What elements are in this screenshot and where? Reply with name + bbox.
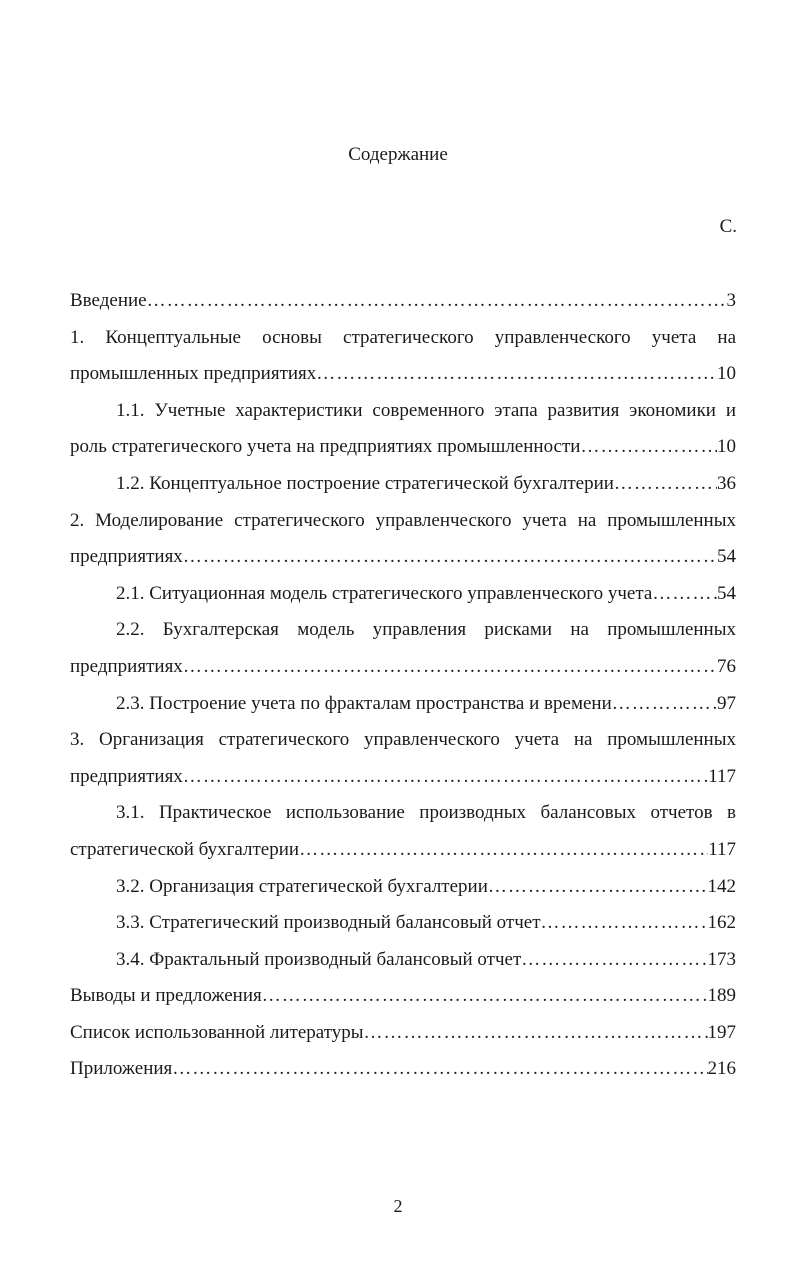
toc-entry-text: предприятиях [70, 546, 183, 568]
toc-entry-text: Введение [70, 290, 147, 311]
toc-entry-s1-line2 [70, 357, 736, 394]
toc-entry-s2-2-line1: 2.2. Бухгалтерская модель управления рисками на промышленных [116, 619, 736, 641]
toc-entry-text: предприятиях [70, 765, 183, 787]
toc-leader-dots [521, 943, 707, 977]
toc-entry-text: 2.3. Построение учета по фракталам пространства и времени [116, 692, 612, 714]
toc-entry-page: 173 [707, 948, 736, 970]
toc-leader-dots [172, 1052, 707, 1086]
toc-entry-page: 142 [707, 875, 736, 897]
toc-entry-conclusions [70, 979, 736, 1016]
toc-entry-s3-3 [70, 906, 736, 943]
toc-leader-dots [183, 540, 717, 574]
toc-leader-dots [364, 1016, 708, 1050]
toc-entry-text: 1.2. Концептуальное построение стратегической бухгалтерии [116, 472, 614, 494]
toc-entry-s2-1 [70, 577, 736, 614]
toc-entry-s3-line1: 3. Организация стратегического управленческого учета на промышленных [70, 729, 736, 751]
page-column-label: С. [719, 216, 737, 237]
toc-entry-page: 54 [717, 546, 736, 568]
toc-entry-page: 216 [707, 1058, 736, 1080]
toc-entry-page: 97 [717, 692, 736, 714]
toc-leader-dots [541, 906, 708, 940]
toc-entry-s2-2-line2 [70, 650, 736, 687]
toc-entry-s1-1-line2 [70, 430, 736, 467]
toc-entry-page: 54 [717, 582, 736, 604]
table-of-contents [70, 284, 736, 1089]
toc-entry-page: 117 [708, 838, 736, 860]
toc-entry-text: 3.2. Организация стратегической бухгалтерии [116, 875, 488, 897]
toc-entry-text: предприятиях [70, 655, 183, 677]
toc-leader-dots [183, 760, 708, 794]
toc-entry-s3-1-line2 [70, 833, 736, 870]
toc-entry-text: 3.3. Стратегический производный балансовый отчет [116, 912, 541, 934]
toc-entry-page: 10 [717, 363, 736, 385]
toc-leader-dots [488, 870, 708, 904]
toc-entry-page: 36 [717, 472, 736, 494]
toc-entry-text: стратегической бухгалтерии [70, 838, 300, 860]
toc-leader-dots [612, 687, 717, 721]
toc-entry-page: 197 [707, 1021, 736, 1043]
toc-leader-dots [652, 577, 717, 611]
toc-entry-page: 117 [708, 765, 736, 787]
toc-entry-page: 76 [717, 655, 736, 677]
toc-entry-text: промышленных предприятиях [70, 363, 317, 385]
toc-entry-intro [70, 284, 736, 321]
toc-leader-dots [614, 467, 717, 501]
toc-entry-s3-1-line1: 3.1. Практическое использование производных балансовых отчетов в [116, 802, 736, 824]
toc-leader-dots [262, 979, 708, 1013]
toc-leader-dots [316, 357, 717, 391]
toc-leader-dots [580, 430, 717, 464]
toc-leader-dots [183, 650, 717, 684]
toc-entry-appendices [70, 1052, 736, 1089]
toc-entry-s2-line1: 2. Моделирование стратегического управленческого учета на промышленных [70, 509, 736, 531]
toc-entry-s3-2 [70, 870, 736, 907]
toc-entry-page: 10 [717, 436, 736, 458]
page-title: Содержание [348, 144, 448, 165]
toc-entry-s2-3 [70, 687, 736, 724]
toc-entry-s1-line1: 1. Концептуальные основы стратегического управленческого учета на [70, 326, 736, 348]
toc-entry-s1-2 [70, 467, 736, 504]
toc-entry-text: 3.4. Фрактальный производный балансовый отчет [116, 948, 522, 970]
toc-entry-text: 2.1. Ситуационная модель стратегического управленческого учета [116, 582, 653, 604]
toc-entry-text: Приложения [70, 1058, 173, 1080]
toc-leader-dots [299, 833, 708, 867]
toc-entry-page: 162 [707, 912, 736, 934]
toc-entry-s1-1-line1: 1.1. Учетные характеристики современного этапа развития экономики и [116, 399, 736, 421]
toc-entry-page: 3 [726, 290, 736, 311]
toc-entry-text: Выводы и предложения [70, 985, 262, 1007]
toc-entry-references [70, 1016, 736, 1053]
toc-entry-text: роль стратегического учета на предприятиях промышленности [70, 436, 581, 458]
toc-entry-page: 189 [707, 985, 736, 1007]
toc-entry-s2-line2 [70, 540, 736, 577]
toc-entry-s3-4 [70, 943, 736, 980]
toc-entry-text: Список использованной литературы [70, 1021, 364, 1043]
page-number: 2 [393, 1196, 403, 1216]
toc-leader-dots [147, 284, 727, 318]
toc-entry-s3-line2 [70, 760, 736, 797]
